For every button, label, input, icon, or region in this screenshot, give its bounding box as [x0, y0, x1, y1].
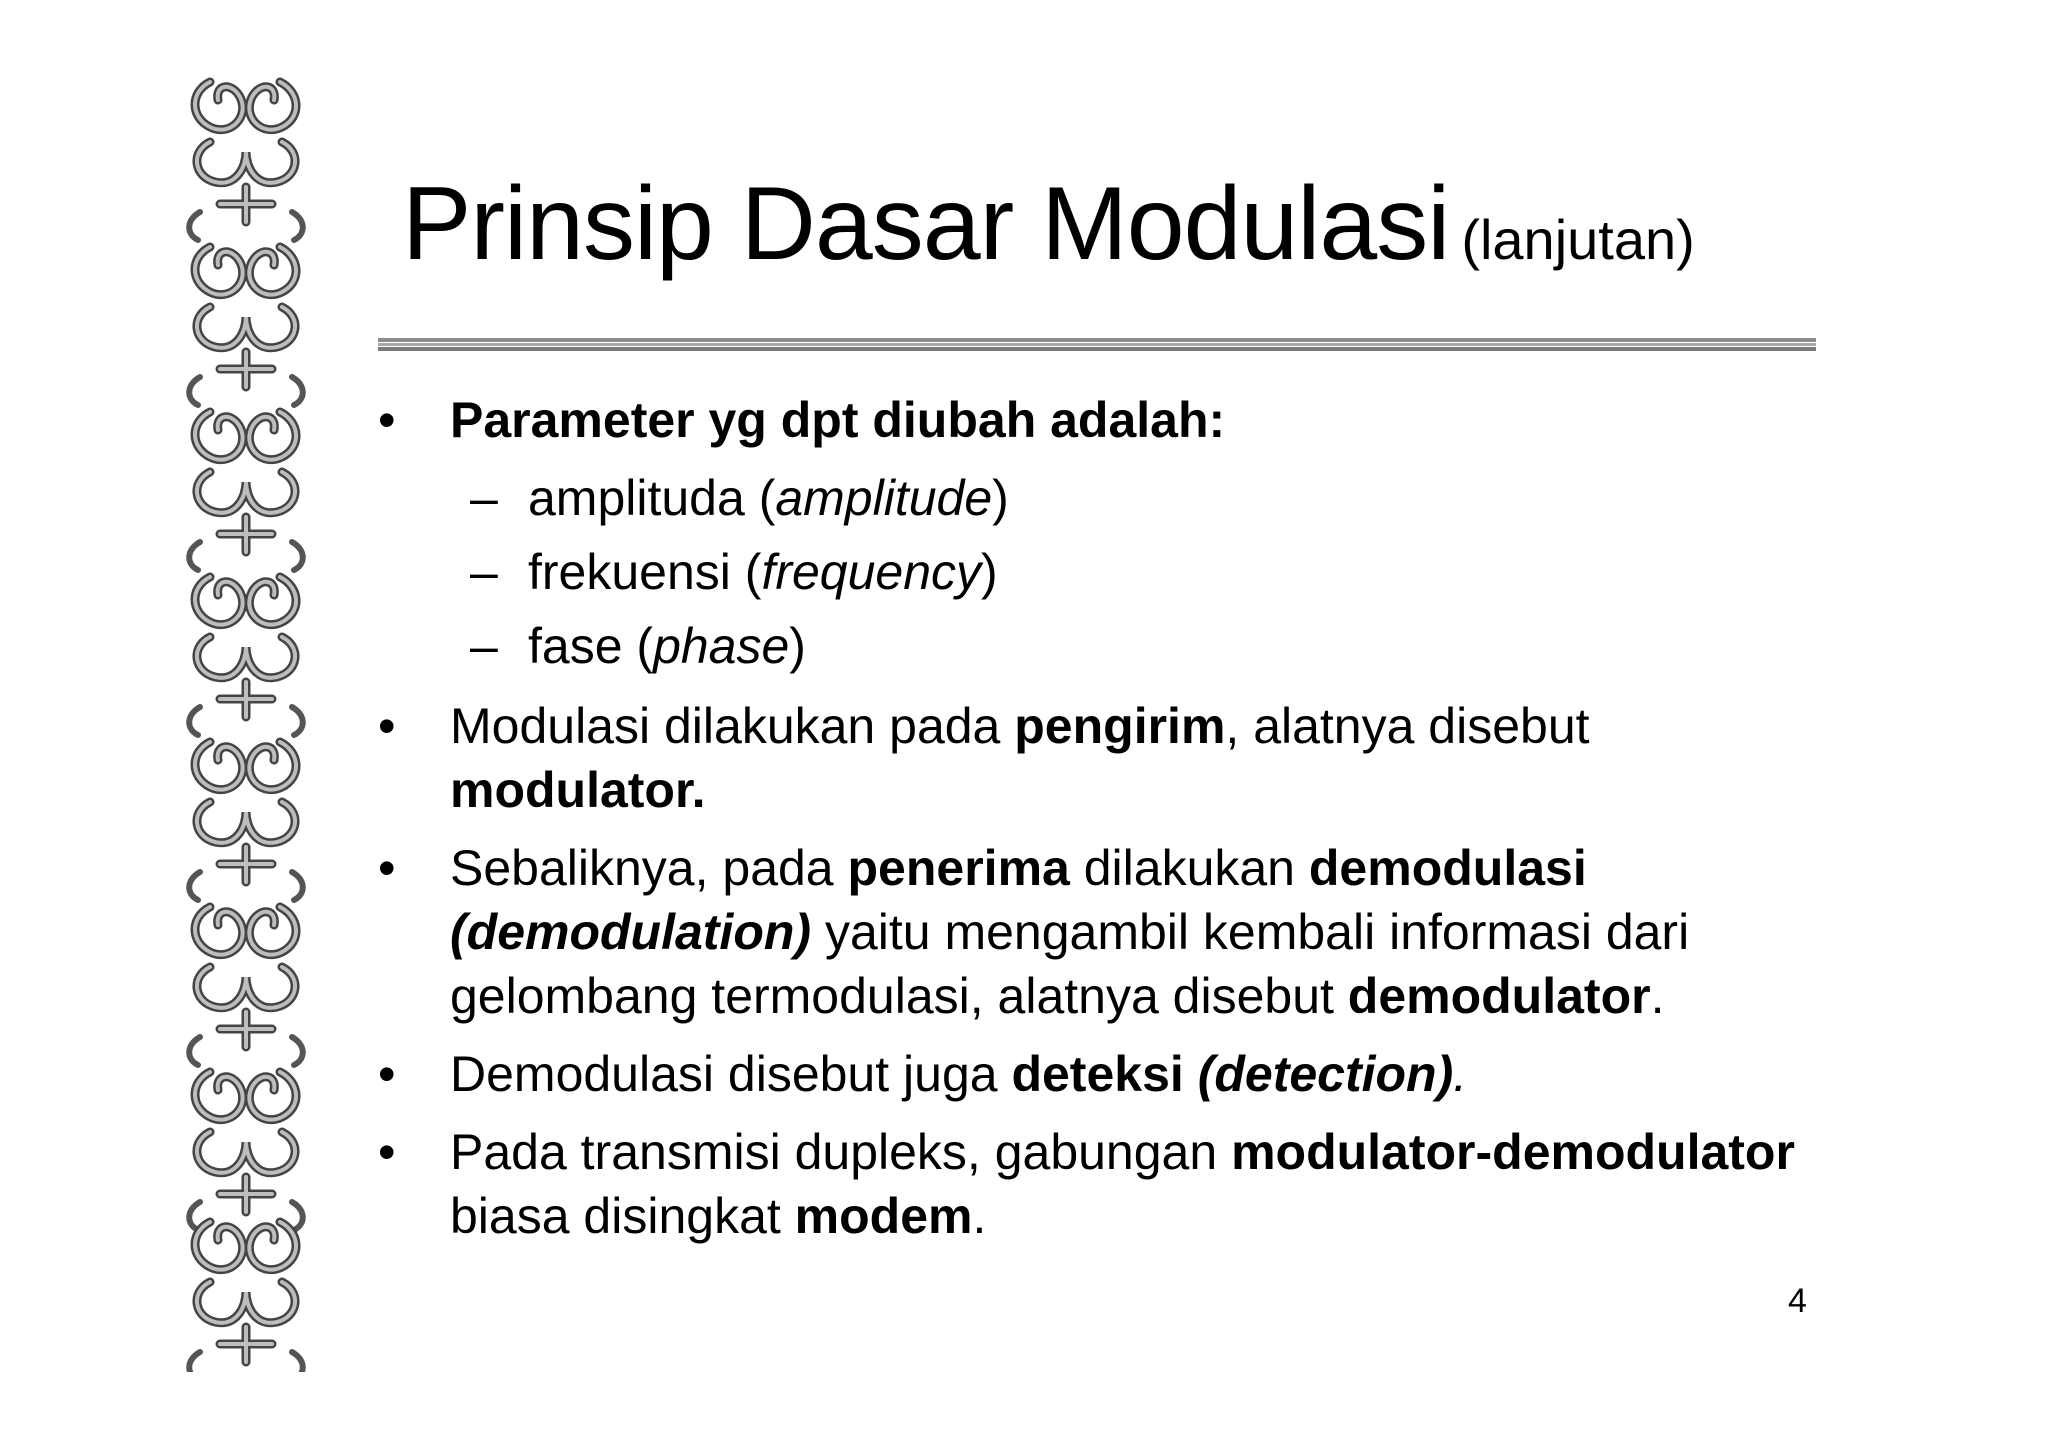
bullet-marker: • [378, 1046, 396, 1102]
text-run: Demodulasi disebut juga [450, 1046, 1012, 1102]
term-demodulator: demodulator [1347, 968, 1651, 1024]
paren-open: ( [744, 470, 776, 526]
term-pengirim: pengirim [1014, 698, 1226, 754]
celtic-knot-border [180, 72, 315, 1372]
term-modulator: modulator. [450, 762, 706, 818]
sub-english: amplitude [775, 470, 993, 526]
term-modem: modem [794, 1188, 973, 1244]
bullet-marker: • [378, 698, 396, 754]
text-run: Modulasi dilakukan pada [450, 698, 1015, 754]
parameter-list [378, 466, 1808, 678]
paren-close: ) [992, 470, 1009, 526]
title-suffix: (lanjutan) [1461, 208, 1695, 271]
slide-title [402, 166, 1695, 282]
bullet-text: Parameter yg dpt diubah adalah: [450, 392, 1226, 448]
term-deteksi: deteksi [1011, 1046, 1184, 1102]
text-run: . [1650, 968, 1665, 1024]
bullet-marker: • [378, 840, 396, 896]
term-detection-english: (detection) [1197, 1046, 1454, 1102]
term-demodulation-english: (demodulation) [450, 904, 812, 960]
bullet-marker: • [378, 392, 396, 448]
bullet-modem [378, 1120, 1808, 1248]
text-run: Pada transmisi dupleks, gabungan [450, 1124, 1232, 1180]
dash-marker: – [470, 544, 498, 600]
term-penerima: penerima [847, 840, 1070, 896]
paren-open: ( [730, 544, 762, 600]
text-run: . [972, 1188, 987, 1244]
text-run: . [1453, 1046, 1468, 1102]
bullet-demodulation [378, 836, 1808, 1028]
bullet-parameters [378, 388, 1808, 452]
title-main: Prinsip Dasar Modulasi [402, 166, 1450, 282]
sub-item-amplitude [378, 466, 1808, 530]
paren-open: ( [622, 618, 654, 674]
page-number: 4 [1788, 1282, 1807, 1320]
slide-content [378, 388, 1808, 1262]
term-demodulasi: demodulasi [1308, 840, 1587, 896]
title-divider [378, 338, 1816, 352]
sub-english: frequency [761, 544, 982, 600]
sub-term: amplituda [528, 470, 745, 526]
text-run: yaitu mengambil kembali informasi dari gelombang termodulasi, alatnya disebut [450, 904, 1690, 1024]
sub-term: frekuensi [528, 544, 731, 600]
text-run: Sebaliknya, pada [450, 840, 848, 896]
bullet-modulation [378, 694, 1808, 822]
paren-close: ) [981, 544, 998, 600]
text-run: dilakukan [1069, 840, 1309, 896]
sub-term: fase [528, 618, 623, 674]
bullet-detection [378, 1042, 1808, 1106]
text-run: , alatnya disebut [1225, 698, 1590, 754]
dash-marker: – [470, 470, 498, 526]
paren-close: ) [789, 618, 806, 674]
sub-item-frequency [378, 540, 1808, 604]
dash-marker: – [470, 618, 498, 674]
sub-english: phase [653, 618, 790, 674]
bullet-marker: • [378, 1124, 396, 1180]
sub-item-phase [378, 614, 1808, 678]
text-run: biasa disingkat [450, 1188, 795, 1244]
term-modulator-demodulator: modulator-demodulator [1231, 1124, 1795, 1180]
